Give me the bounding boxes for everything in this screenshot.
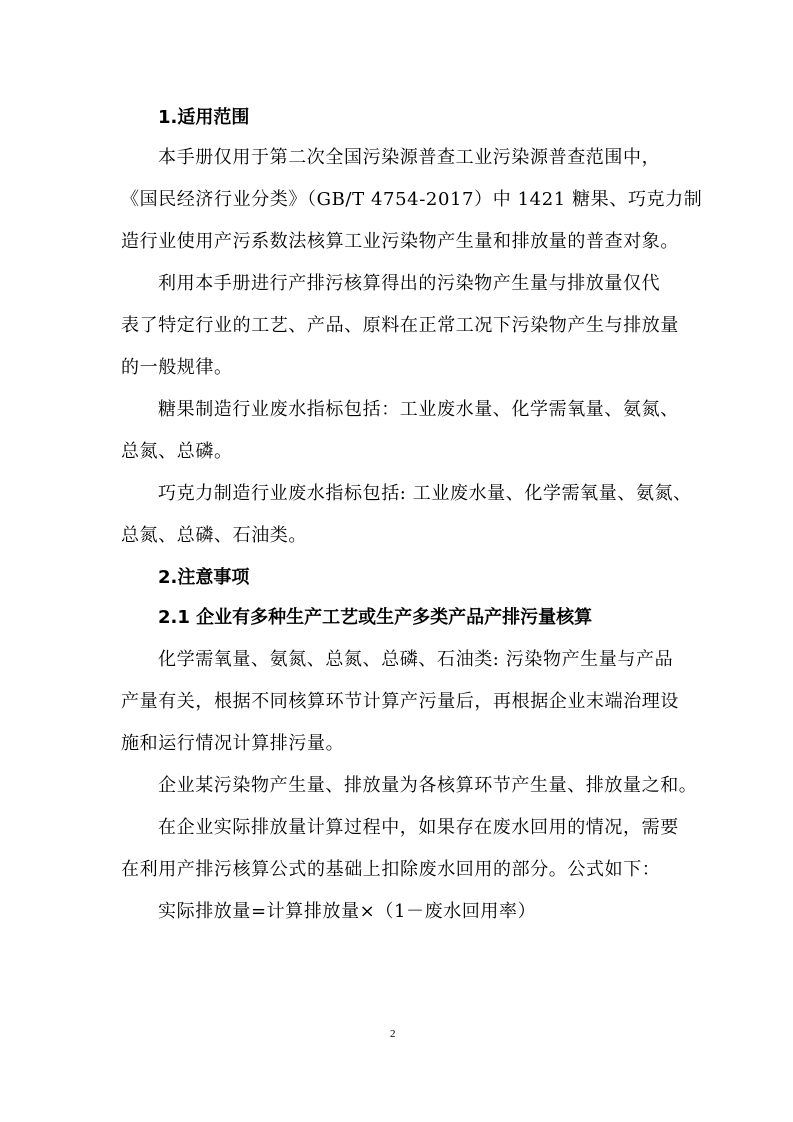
paragraph-line: 本手册仅用于第二次全国污染源普查工业污染源普查范围中， [158, 147, 661, 168]
section-1-heading: 1.适用范围 [158, 107, 250, 128]
paragraph-line: 在利用产排污核算公式的基础上扣除废水回用的部分。公式如下： [121, 859, 661, 880]
paragraph-line: 在企业实际排放量计算过程中，如果存在废水回用的情况，需要 [158, 817, 679, 838]
paragraph-line: 糖果制造行业废水指标包括：工业废水量、化学需氧量、氨氮、 [158, 399, 679, 420]
section-2-1-heading: 2.1 企业有多种生产工艺或生产多类产品产排污量核算 [158, 607, 593, 628]
paragraph-line: 产量有关，根据不同核算环节计算产污量后，再根据企业末端治理设 [121, 691, 679, 712]
paragraph-line: 总氮、总磷、石油类。 [121, 525, 307, 546]
formula-line: 实际排放量=计算排放量×（1－废水回用率） [158, 901, 537, 922]
page-number: 2 [390, 1028, 396, 1040]
section-2-heading: 2.注意事项 [158, 567, 250, 588]
paragraph-line: 的一般规律。 [121, 357, 233, 378]
paragraph-line: 巧克力制造行业废水指标包括: 工业废水量、化学需氧量、氨氮、 [158, 483, 692, 504]
paragraph-line: 化学需氧量、氨氮、总氮、总磷、石油类: 污染物产生量与产品 [158, 649, 674, 670]
paragraph-line: 总氮、总磷。 [121, 441, 233, 462]
paragraph-line: 施和运行情况计算排污量。 [121, 733, 345, 754]
paragraph-line: 表了特定行业的工艺、产品、原料在正常工况下污染物产生与排放量 [121, 315, 679, 336]
paragraph-line: 企业某污染物产生量、排放量为各核算环节产生量、排放量之和。 [158, 775, 698, 796]
paragraph-line: 造行业使用产污系数法核算工业污染物产生量和排放量的普查对象。 [121, 231, 679, 252]
paragraph-line: 利用本手册进行产排污核算得出的污染物产生量与排放量仅代 [158, 273, 661, 294]
paragraph-line: 《国民经济行业分类》（GB/T 4754-2017）中 1421 糖果、巧克力制 [121, 189, 703, 210]
